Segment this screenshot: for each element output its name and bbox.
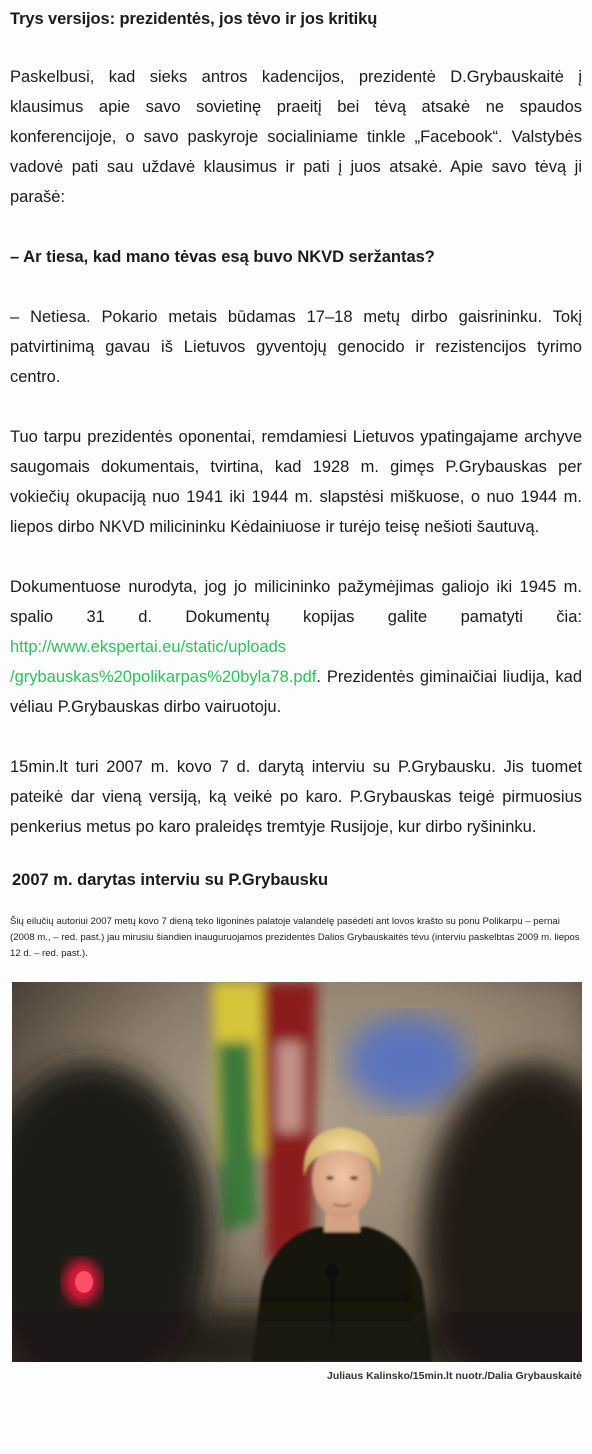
answer-text: – Netiesa. Pokario metais būdamas 17–18 metų dirbo gaisrininku. Tokį patvirtinimą gavau iš Lietuvos gyventojų genocido ir rezistencijos tyrimo centro. — [10, 308, 582, 386]
documents-link-part1: http://www.ekspertai.eu/static/uploads — [10, 638, 287, 656]
question-text: – Ar tiesa, kad mano tėvas esą buvo NKVD seržantas? — [10, 248, 435, 266]
paragraph-documents-tail: . Prezidentės giminaičiai liudija, kad vėliau P.Grybauskas dirbo vairuotoju. — [10, 668, 582, 716]
paragraph-documents-text: Dokumentuose nurodyta, jog jo milicininko pažymėjimas galiojo iki 1945 m. spalio 31 d. Dokumentų kopijas galite pamatyti čia: — [10, 578, 582, 626]
paragraph-opponents: Tuo tarpu prezidentės oponentai, remdamiesi Lietuvos ypatingajame archyve saugomais dokumentais, tvirtina, kad 1928 m. gimęs P.Grybauskas per vokiečių okupaciją nuo 1941 iki 1944 m. slapstėsi miškuose, o nuo 1944 m. liepos dirbo NKVD milicininku Kėdainiuose ir turėjo teisę nešioti šautuvą. — [10, 428, 582, 536]
section-heading: Trys versijos: prezidentės, jos tėvo ir jos kritikų — [10, 10, 378, 28]
paragraph-documents — [10, 572, 582, 722]
photo-illustration — [12, 982, 582, 1362]
photo-credit: Juliaus Kalinsko/15min.lt nuotr./Dalia Grybauskaitė — [327, 1370, 582, 1382]
paragraph-interview: 15min.lt turi 2007 m. kovo 7 d. darytą interviu su P.Grybausku. Jis tuomet pateikė dar vieną versiją, ką veikė po karo. P.Grybauskas teigė pirmuosius penkerius metus po karo praleidęs tremtyje Rusijoje, kur dirbo ryšininku. — [10, 758, 582, 836]
interview-caption: Šių eilučių autoriui 2007 metų kovo 7 dieną teko ligoninės palatoje valandėlę pasėdėti ant lovos krašto su ponu Polikarpu – pernai (2008 m., – red. past.) jau mirusiu šiandien inauguruojamos prezidentės Dalios Grybauskaitės tėvu (interviu paskelbtas 2009 m. liepos 12 d. – red. past.). — [10, 916, 580, 959]
article-photo[interactable] — [12, 982, 582, 1362]
documents-link[interactable] — [10, 638, 316, 686]
documents-link-part2: /grybauskas%20polikarpas%20byla78.pdf — [10, 668, 317, 686]
interview-subheading: 2007 m. darytas interviu su P.Grybausku — [12, 871, 329, 889]
paragraph-intro: Paskelbusi, kad sieks antros kadencijos, prezidentė D.Grybauskaitė į klausimus apie savo sovietinę praeitį bei tėvą atsakė ne spaudos konferencijoje, o savo paskyroje socialiniame tinkle „Facebook“. Valstybės vadovė pati sau uždavė klausimus ir pati į juos atsakė. Apie savo tėvą ji parašė: — [10, 68, 582, 206]
